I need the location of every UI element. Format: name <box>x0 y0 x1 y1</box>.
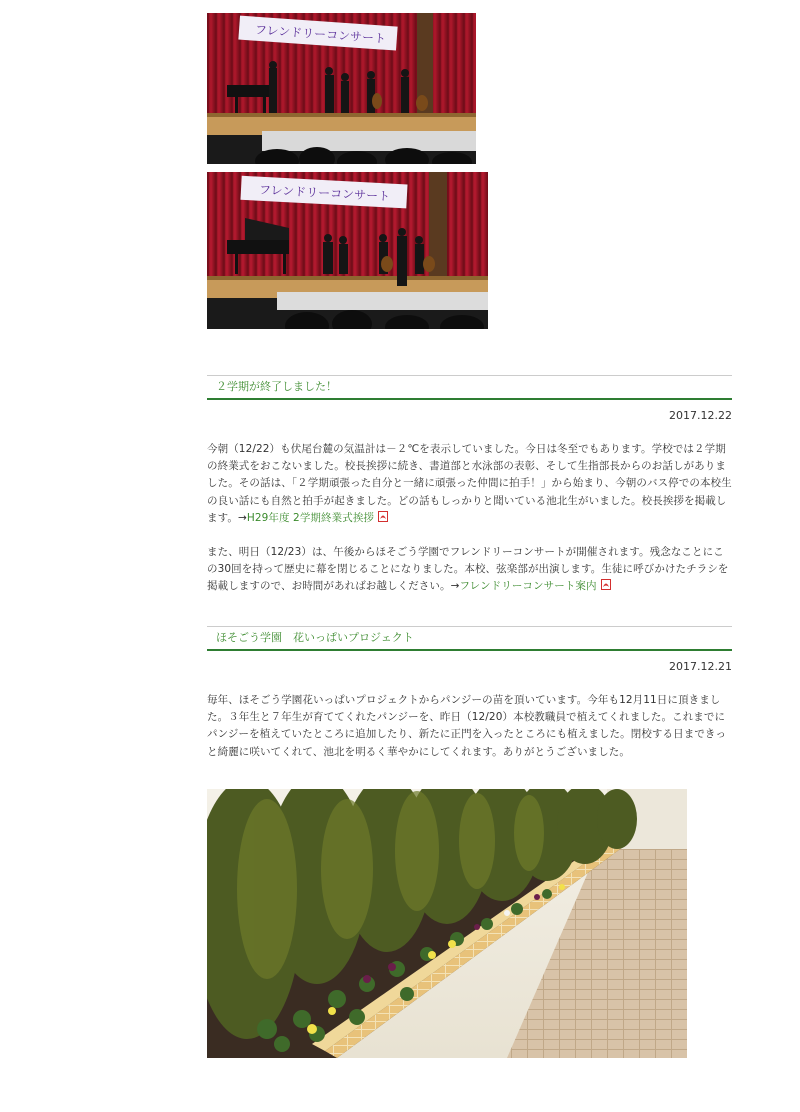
article-paragraph <box>207 692 732 761</box>
paragraph-text: 毎年、ほそごう学園花いっぱいプロジェクトからパンジーの苗を頂いています。今年も12月11日に頂きました。３年生と７年生が育ててくれたパンジーを、昨日（12/20）本校教職員で植えてくれました。これまでにパンジーを植えていたところに追加したり、新たに正門を入ったところにも植えました。閉校する日まできっと綺麗に咲いてくれて、池北を明るく華やかにしてくれます。ありがとうございました。 <box>207 694 727 758</box>
pdf-link-closing-ceremony-address[interactable]: H29年度 2学期終業式挨拶 <box>246 511 375 524</box>
pdf-icon[interactable] <box>601 579 611 590</box>
concert-photo-1 <box>207 13 476 164</box>
article-paragraph <box>207 544 732 596</box>
flowerbed-photo <box>207 789 687 1058</box>
concert-banner-text-1: フレンドリーコンサート <box>254 22 387 46</box>
article-title: ほそごう学園 花いっぱいプロジェクト <box>207 626 732 651</box>
pdf-icon[interactable] <box>378 511 388 522</box>
news-article <box>207 626 732 761</box>
paragraph-text: また、明日（12/23）は、午後からほそごう学園でフレンドリーコンサートが開催されます。残念なことにこの30回を持って歴史に幕を閉じることになりました。本校、弦楽部が出演します。生徒に呼びかけたチラシを掲載しますので、お時間があればお越しください。→ <box>207 546 729 593</box>
pdf-link-friendly-concert-guide[interactable]: フレンドリーコンサート案内 <box>459 580 597 593</box>
paragraph-text: 今朝（12/22）も伏尾台麓の気温計は－２℃を表示していました。今日は冬至でもあります。学校では２学期の終業式をおこないました。校長挨拶に続き、書道部と水泳部の表彰、そして生指部長からのお話しがありました。その話は、「２学期頑張った自分と一緒に頑張った仲間に拍手！」から始まり、今朝のバス停での本校生の良い話にも自然と拍手が起きました。どの話もしっかりと聞いている池北生がいました。校長挨拶を掲載します。→ <box>207 443 732 524</box>
concert-photo-2 <box>207 172 488 329</box>
article-title: ２学期が終了しました！ <box>207 375 732 400</box>
concert-banner-text-2: フレンドリーコンサート <box>258 182 391 204</box>
article-paragraph <box>207 441 732 527</box>
news-article <box>207 375 732 596</box>
article-date: 2017.12.21 <box>669 660 732 673</box>
article-date: 2017.12.22 <box>669 409 732 422</box>
